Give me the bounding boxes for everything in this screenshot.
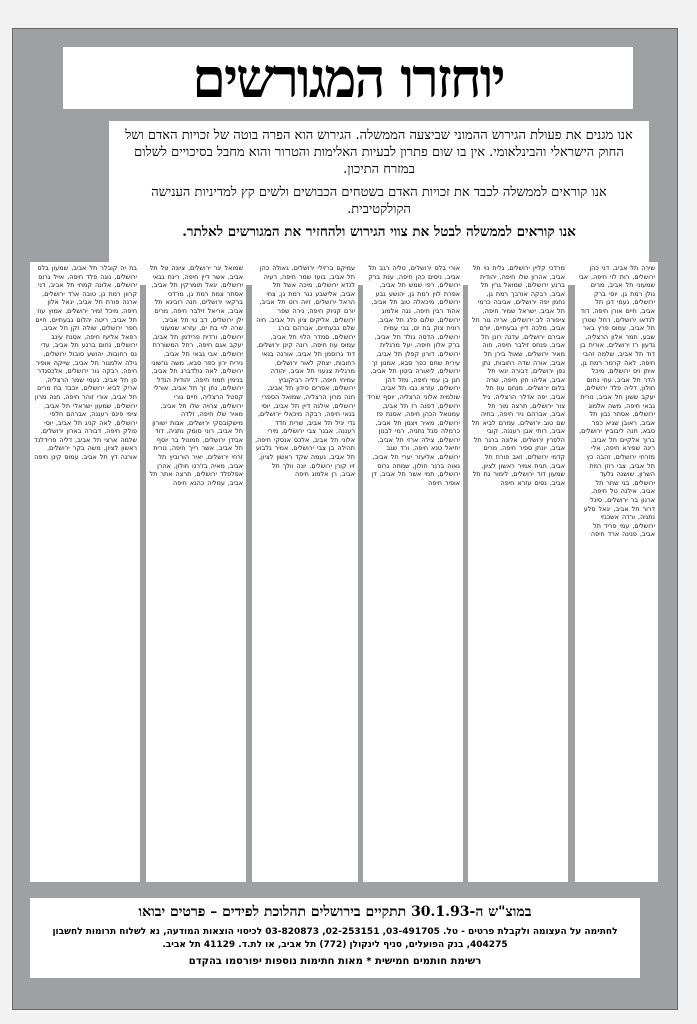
footer-contact-line: לחתימה על העצומה ולקבלת פרטים - טל. 03-491705, 02-253151, 03-820873 לכיסוי הוצאות המודעה, נא לשלוח תרומות לחשבון 404275, בנק הפועלים, סניף לינקולן (772) תל אביב, או לת.ד. 41129 תל אביב. bbox=[52, 927, 618, 950]
signature-list: אורי בלס ירושלים, טליה רגב תל אביב, ניסים כהן חיפה, ענת ברק ירושלים, רפי שמש תל אביב, אפרת לוין רמת גן, יהושע גבע ירושלים, מיכאלה טוב תל אביב, אהוד רבין חיפה, נגה אלמוג ירושלים, שלום פלג תל אביב, רונית צוק בת ים, גבי עמית ירושלים, הדסה גולד תל אביב, ברק אלון חיפה, יעל מרגלית ירושלים, דורון קפלן תל אביב, עירית שחם כפר סבא, אמנון זך ירושלים, ליאורה ביטון תל אביב, חנן בן עמי חיפה, מזל דהן ירושלים, עזרא נבו תל אביב, שולמית אלוני הרצליה, יוסף שריד ירושלים, דפנה רז תל אביב, עמנואל הכהן חיפה, אסנת פז ירושלים, מאיר ויצמן תל אביב, כרמלה סגל נתניה, רמי לבנון ירושלים, צילה ארזי תל אביב, יחיאל טנא חיפה, ורד שגב ירושלים, אליעזר יערי תל אביב, נאוה ברנר חולון, שמחה גרוס ירושלים, תמי אשר תל אביב, דן אופיר חיפה bbox=[367, 264, 460, 487]
signature-column-5 bbox=[146, 262, 246, 882]
headline-box bbox=[63, 47, 633, 109]
signature-column-2 bbox=[468, 262, 568, 882]
headline: יוחזרו המגורשים bbox=[192, 46, 504, 110]
signature-column-1 bbox=[575, 262, 658, 882]
signature-column-3 bbox=[363, 262, 463, 882]
signature-list: מרדכי קליין ירושלים, גלית נוי תל אביב, אהרון שלו חיפה, יהודית ברנע ירושלים, שמואל גרין תל אביב, רבקה אורבך רמת גן, נחמן יפה ירושלים, אביבה כרמי תל אביב, ישראל שמיר חיפה, ציפורה לב ירושלים, אריה גור תל אביב, מלכה דיין גבעתיים, יורם אבירם ירושלים, עדנה רונן תל אביב, פנחס זילבר חיפה, חוה מאיר ירושלים, שאול בירן תל אביב, אורה שדה רחובות, נתן גפן ירושלים, דבורה ינאי תל אביב, אליהו חזן חיפה, שרה בלום ירושלים, מנחם עוז תל אביב, יפה אדלר הרצליה, גיל צור ירושלים, תרצה מור תל אביב, אברהם ניר חיפה, בתיה שם טוב ירושלים, עמרם לביא תל אביב, רותי אבן רעננה, קובי הלפרין ירושלים, אלונה ברגר תל אביב, יונתן ספיר חיפה, מרים קדמי ירושלים, זאב פורת תל אביב, חגית אמיר ראשון לציון, שמעון דוד ירושלים, לימור גת תל אביב, נסים עזרא חיפה bbox=[471, 264, 565, 487]
signature-list: שמואל יגר ירושלים, ציונה טל תל אביב, אשר דיין חיפה, רינת גבאי ירושלים, יגאל תומרקין תל אביב, אסתר צמח רמת גן, מרדכי ברקאי ירושלים, חנה רובינא תל אביב, אריאל זילבר חיפה, מרים ילן ירושלים, דב נוי תל אביב, שרה לוי בת ים, עזרא שמעוני ירושלים, ורדית פרידמן תל אביב, יעקב אגם חיפה, רחל המשוררת ירושלים, אבי גבאי תל אביב, נירית ירון כפר סבא, משה גרשוני ירושלים, לאה גולדברג תל אביב, בנימין תמוז חיפה, יהודית הנדל ירושלים, נתן זך תל אביב, אורלי קסטל הרצליה, חיים גורי ירושלים, צרויה שלו תל אביב, מאיר שלו חיפה, זלדה מישקובסקי ירושלים, אבות ישורון תל אביב, רוני סומק נתניה, דוד אבידן ירושלים, חמוטל בר יוסף תל אביב, אשר רייך חיפה, נורית זרחי ירושלים, יאיר הורוביץ תל אביב, מאיה בז'רנו חולון, אהרן אפלפלד ירושלים, תרצה אתר תל אביב, עמליה כהנא חיפה bbox=[149, 264, 243, 487]
signature-column-6 bbox=[30, 262, 140, 882]
signature-list: בת יה קובלר תל אביב, שמעון בלס ירושלים, נוגה פלד חיפה, אייל גרוס ירושלים, אלונה קמחי תל אביב, דני קרוון רמת גן, טובה ארד ירושלים, ארנה פורת תל אביב, יגאל אלון חיפה, מיכל זמיר ירושלים, אמוץ עוז תל אביב, ריטה יהלום גבעתיים, חיים חפר ירושלים, שולה זקן תל אביב, רפאל אליעז חיפה, אסנת עינב ירושלים, נחום ברנע תל אביב, עדי נס רחובות, יהושע סובול ירושלים, גילה אלמגור תל אביב, שייקה אופיר חיפה, רבקה גור ירושלים, אלכסנדר פן תל אביב, נעמי שמר הרצליה, אריק לביא ירושלים, יוכבד בת מרים תל אביב, אורי זוהר חיפה, חנה מרון ירושלים, שמעון ישראלי תל אביב, ציפי פינס רעננה, אברהם חלפי ירושלים, לאה קניג תל אביב, יוסי פולק חיפה, דבורה בארון ירושלים, שלמה ארצי תל אביב, דליה פרידלנד ראשון לציון, משה בקר ירושלים, אורנה דץ תל אביב, עמוס קינן חיפה bbox=[34, 264, 137, 462]
intro-call: אנו קוראים לממשלה לבטל את צווי הגירוש ולהחזיר את המגורשים לאלתר. bbox=[182, 224, 576, 240]
footer-box bbox=[30, 898, 640, 978]
signature-list: שירה תל אביב, דני כהן ירושלים, רות לוי חיפה, אבי שמעוני תל אביב, מרים גולן רמת גן, יוסי ברק ירושלים, נעמי דגן תל אביב, חיים אורן חיפה, דוד לנדאו ירושלים, רחל שטרן תל אביב, עמוס פרץ באר שבע, תמר אלון הרצליה, גדעון רז ירושלים, אורית בן דוד תל אביב, שלמה זהבי חיפה, לאה קרמר רמת גן, איתן ויס ירושלים, מיכל הדר תל אביב, עוזי נחום חולון, דליה פלד ירושלים, יעקב ששון תל אביב, נורית גבאי חיפה, משה אלמוג ירושלים, אסתר נבון תל אביב, ראובן שגיא כפר סבא, חנה ליבוביץ ירושלים, ברוך אלקיים תל אביב, רינה שפירא חיפה, אלי מזרחי ירושלים, זהבה כץ תל אביב, צבי רוזן רמת השרון, שושנה גלעד ירושלים, בני שחר תל אביב, אילנה טל חיפה, ארנון בר ירושלים, סיגל דרור תל אביב, יגאל סלע נתניה, ורדה אשכנזי ירושלים, עמי פריד תל אביב, פנינה ארד חיפה bbox=[578, 264, 655, 539]
footer-event-line: במוצ"ש ה-30.1.93 תתקיים בירושלים תהלוכת לפידים – פרטים יבואו bbox=[138, 904, 532, 920]
intro-statement bbox=[109, 121, 649, 285]
signature-list: עמיקם ברזילי ירושלים, גאולה כהן תל אביב, בועז שמר חיפה, רעיה לנדא ירושלים, מיכה אשל תל אביב, אלישבע נגר רמת גן, צחי הראל ירושלים, זיוה רוט תל אביב, יורם קניוק חיפה, נירה שפר ירושלים, אליקים ציון תל אביב, חיה שלם גבעתיים, אברהם בורג ירושלים, סמדר הלוי תל אביב, עמוס עוז חיפה, רונה קינן ירושלים, דוד גרוסמן תל אביב, אורנה בנאי רחובות, יצחק לאור ירושלים, מרגלית צנעני תל אביב, יהודה עמיחי חיפה, דליה רביקוביץ ירושלים, אפרים סידון תל אביב, חנה מרון הרצליה, שמואל הספרי ירושלים, אילנה דיין תל אביב, יוסי בנאי חיפה, רבקה מיכאלי ירושלים, גדי יגיל תל אביב, שרית חדד רעננה, אבנר צבי ירושלים, מירי אלוני תל אביב, אלכס אנסקי חיפה, תהילה בן צבי ירושלים, אמיר גלבוע תל אביב, נעמה שקד ראשון לציון, זיו קורן ירושלים, יונה וולך תל אביב, רן אלמוג חיפה bbox=[255, 264, 355, 479]
signature-column-4 bbox=[252, 262, 358, 882]
intro-paragraph-1: אנו מגנים את פעולת הגירוש ההמוני שביצעה הממשלה. הגירוש הוא הפרה בוטה של זכויות האדם ושל החוק הישראלי והבינלאומי. אין בו שום פתרון לבעיות האלימות והטרור והוא מחבל בסיכויים לשלום במזרח התיכון. bbox=[125, 128, 633, 177]
footer-signers-line: רשימת חותמים חמישית * מאות חתימות נוספות יפורסמו בהקדם bbox=[188, 956, 482, 967]
intro-paragraph-2: אנו קוראים לממשלה לכבד את זכויות האדם בשטחים הכבושים ולשים קץ למדיניות הענישה הקולקטיבית. bbox=[151, 185, 607, 217]
